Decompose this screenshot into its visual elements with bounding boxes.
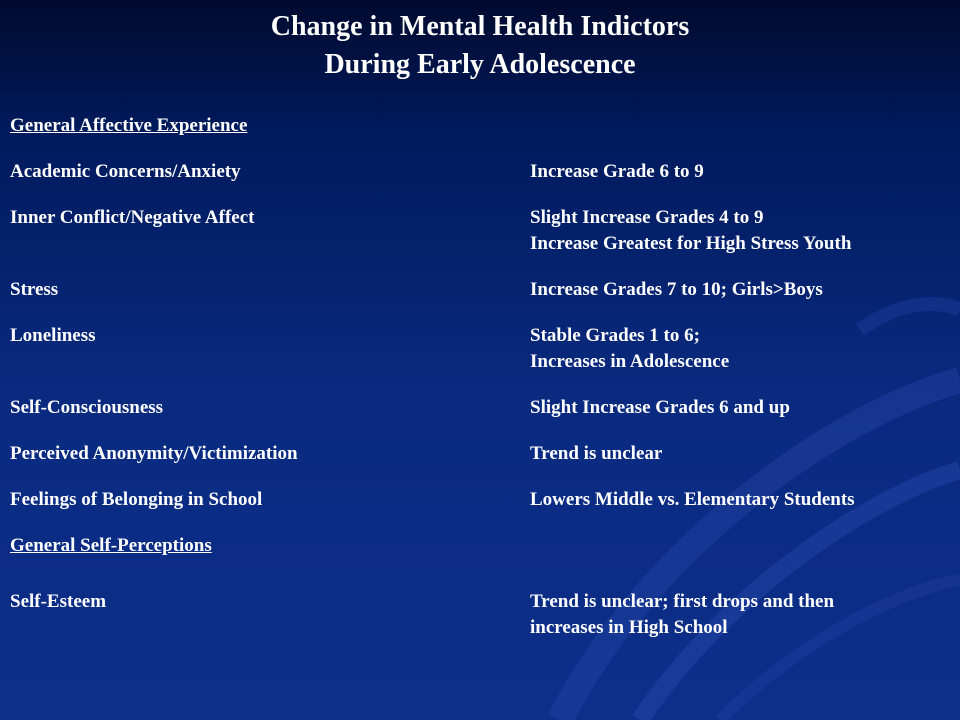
- trend-line: Trend is unclear; first drops and then: [530, 591, 835, 612]
- indicator-trend: [530, 205, 950, 257]
- slide-title: [0, 8, 960, 84]
- section-heading-affective: General Affective Experience: [10, 115, 248, 136]
- indicator-trend: [530, 323, 950, 375]
- trend-line: Slight Increase Grades 6 and up: [530, 397, 790, 418]
- table-row: [10, 159, 950, 185]
- indicator-label: Self-Esteem: [10, 591, 107, 612]
- indicator-label: Loneliness: [10, 325, 96, 346]
- indicator-trend: [530, 277, 950, 303]
- table-row: [10, 395, 950, 421]
- trend-line: Increase Greatest for High Stress Youth: [530, 233, 852, 254]
- indicator-trend: [530, 159, 950, 185]
- trend-line: Lowers Middle vs. Elementary Students: [530, 489, 855, 510]
- indicator-table: [10, 113, 950, 641]
- table-row: [10, 323, 950, 375]
- trend-line: Increases in Adolescence: [530, 351, 730, 372]
- indicator-label: Inner Conflict/Negative Affect: [10, 207, 255, 228]
- trend-line: Increase Grade 6 to 9: [530, 161, 704, 182]
- indicator-label: Perceived Anonymity/Victimization: [10, 443, 298, 464]
- indicator-label: Academic Concerns/Anxiety: [10, 161, 241, 182]
- table-row: [10, 487, 950, 513]
- trend-line: Trend is unclear: [530, 443, 663, 464]
- table-row: [10, 589, 950, 641]
- indicator-label: Feelings of Belonging in School: [10, 489, 263, 510]
- title-line-1: Change in Mental Health Indictors: [270, 11, 690, 42]
- indicator-label: Stress: [10, 279, 59, 300]
- table-row: [10, 277, 950, 303]
- title-line-2: During Early Adolescence: [324, 49, 636, 80]
- trend-line: Stable Grades 1 to 6;: [530, 325, 700, 346]
- indicator-trend: [530, 589, 950, 641]
- indicator-trend: [530, 441, 950, 467]
- indicator-label: Self-Consciousness: [10, 397, 164, 418]
- indicator-trend: [530, 487, 950, 513]
- trend-line: Increase Grades 7 to 10; Girls>Boys: [530, 279, 823, 300]
- indicator-trend: [530, 395, 950, 421]
- section-heading-self-perceptions: General Self-Perceptions: [10, 535, 212, 556]
- trend-line: Slight Increase Grades 4 to 9: [530, 207, 764, 228]
- table-row: [10, 205, 950, 257]
- table-row: [10, 441, 950, 467]
- trend-line: increases in High School: [530, 617, 728, 638]
